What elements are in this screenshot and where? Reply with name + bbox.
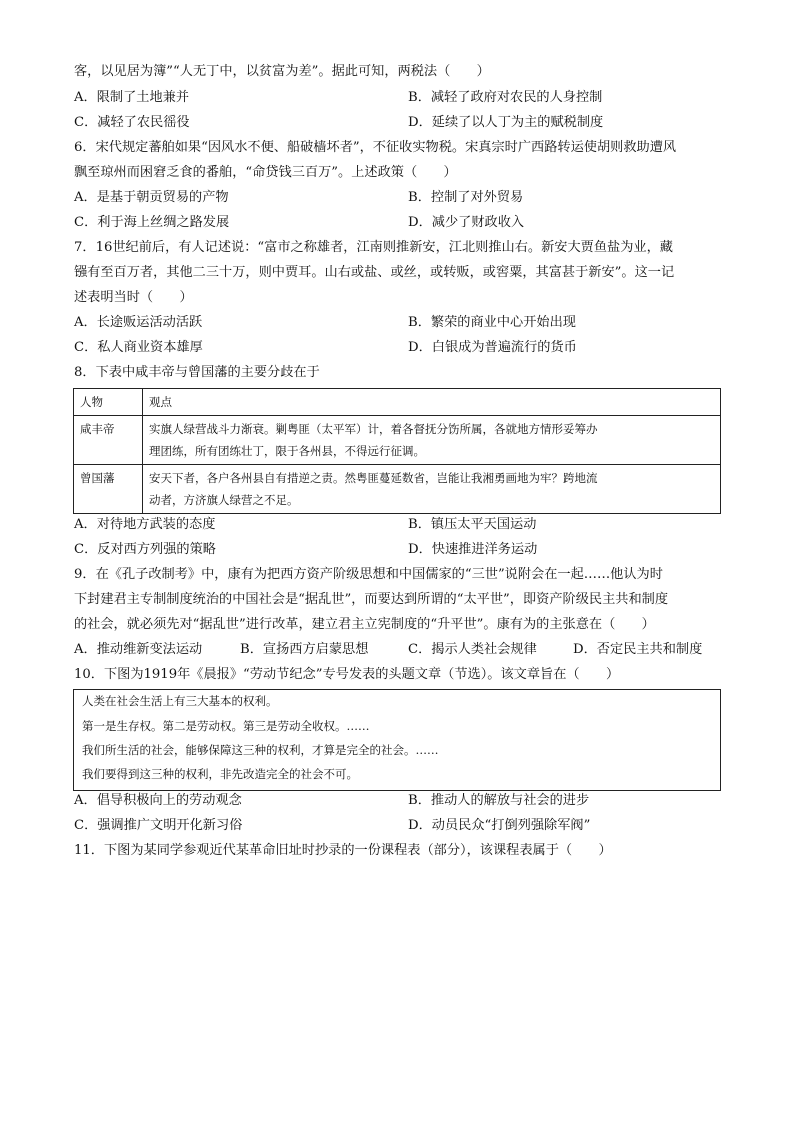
q7-stem-line1: 7．16世纪前后，有人记述说：“富市之称雄者，江南则推新安，江北则推山右。新安大贾鱼盐为业，藏: [74, 240, 673, 255]
q7-stem-line3: 述表明当时（ ）: [74, 290, 193, 305]
q7-stem-line2: 镪有至百万者，其他二三十万，则中贾耳。山右或盐、或丝，或转贩，或窖粟，其富甚于新安”。这一记: [74, 265, 675, 280]
q6-stem-line1: 6．宋代规定蕃舶如果“因风水不便、船破樯坏者”，不征收实物税。宋真宗时广西路转运使胡则救助遭风: [74, 140, 677, 155]
table-cell-line: 实旗人绿营战斗力渐衰。剿粤匪（太平军）计，着各督抚分饬所属，各就地方情形妥筹办: [149, 422, 598, 436]
q9-option-a: A．推动维新变法运动: [74, 642, 203, 657]
q9-option-d: D．否定民主共和制度: [573, 642, 703, 657]
q6-option-a: A．是基于朝贡贸易的产物: [74, 190, 229, 205]
table-header-person: 人物: [74, 389, 143, 416]
quote-line: 我们所生活的社会，能够保障这三种的权利，才算是完全的社会。……: [82, 743, 439, 757]
q10-option-c: C．强调推广文明开化新习俗: [74, 818, 243, 833]
q8-table: [73, 388, 721, 514]
q11-stem: 11．下图为某同学参观近代某革命旧址时抄录的一份课程表（部分），该课程表属于（ ）: [74, 843, 612, 858]
quote-line: 人类在社会生活上有三大基本的权利。: [82, 694, 278, 708]
table-cell-view: [143, 416, 721, 465]
q7-option-d: D．白银成为普遍流行的货币: [408, 340, 577, 355]
q7-option-a: A．长途贩运活动活跃: [74, 315, 203, 330]
q10-option-d: D．动员民众“打倒列强除军阀”: [408, 818, 591, 833]
quote-line: 我们要得到这三种的权利，非先改造完全的社会不可。: [82, 767, 358, 781]
q9-option-c: C．揭示人类社会规律: [408, 642, 537, 657]
q6-stem-line2: 飘至琼州而困窘乏食的番舶，“命贷钱三百万”。上述政策（ ）: [74, 165, 457, 180]
q8-option-b: B．镇压太平天国运动: [408, 517, 537, 532]
table-row: [74, 416, 721, 465]
q10-quote-box: [73, 689, 721, 791]
q7-option-c: C．私人商业资本雄厚: [74, 340, 203, 355]
q6-option-d: D．减少了财政收入: [408, 215, 525, 230]
table-cell-person: 咸丰帝: [74, 416, 143, 465]
table-header-view: 观点: [143, 389, 721, 416]
q10-option-a: A．倡导积极向上的劳动观念: [74, 793, 242, 808]
q9-option-b: B．宣扬西方启蒙思想: [240, 642, 369, 657]
q5-option-a: A．限制了土地兼并: [74, 90, 190, 105]
q5-option-d: D．延续了以人丁为主的赋税制度: [408, 115, 604, 130]
table-row: [74, 389, 721, 416]
q8-stem: 8．下表中咸丰帝与曾国藩的主要分歧在于: [74, 365, 320, 380]
quote-line: 第一是生存权。第二是劳动权。第三是劳动全收权。……: [82, 719, 370, 733]
q9-stem-line3: 的社会，就必须先对“据乱世”进行改革，建立君主立宪制度的“升平世”。康有为的主张意在（ ）: [74, 617, 655, 632]
q6-option-c: C．利于海上丝绸之路发展: [74, 215, 230, 230]
q9-stem-line2: 下封建君主专制制度统治的中国社会是“据乱世”，而要达到所谓的“太平世”，即资产阶级民主共和制度: [74, 592, 669, 607]
table-row: [74, 465, 721, 514]
q7-option-b: B．繁荣的商业中心开始出现: [408, 315, 576, 330]
q5-stem-tail: 客，以见居为簿”“人无丁中，以贫富为差”。据此可知，两税法（ ）: [74, 64, 490, 79]
table-cell-line: 安天下者，各户各州县自有措逆之责。然粤匪蔓延数省，岂能让我湘勇画地为牢？跨地流: [149, 471, 598, 485]
table-cell-person: 曾国藩: [74, 465, 143, 514]
q8-option-c: C．反对西方列强的策略: [74, 542, 216, 557]
q10-stem: 10．下图为1919年《晨报》“劳动节纪念”专号发表的头题文章（节选）。该文章旨在（ ）: [74, 667, 620, 682]
table-cell-line: 理团练，所有团练壮丁，限于各州县，不得远行征调。: [149, 444, 425, 458]
q6-option-b: B．控制了对外贸易: [408, 190, 524, 205]
q9-stem-line1: 9．在《孔子改制考》中，康有为把西方资产阶级思想和中国儒家的“三世”说附会在一起……他认为时: [74, 567, 663, 582]
q5-option-c: C．减轻了农民徭役: [74, 115, 190, 130]
table-cell-line: 动者，方济旗人绿营之不足。: [149, 493, 299, 507]
table-cell-view: [143, 465, 721, 514]
q10-option-b: B．推动人的解放与社会的进步: [408, 793, 590, 808]
q5-option-b: B．减轻了政府对农民的人身控制: [408, 90, 603, 105]
q8-option-a: A．对待地方武装的态度: [74, 517, 216, 532]
q8-option-d: D．快速推进洋务运动: [408, 542, 538, 557]
